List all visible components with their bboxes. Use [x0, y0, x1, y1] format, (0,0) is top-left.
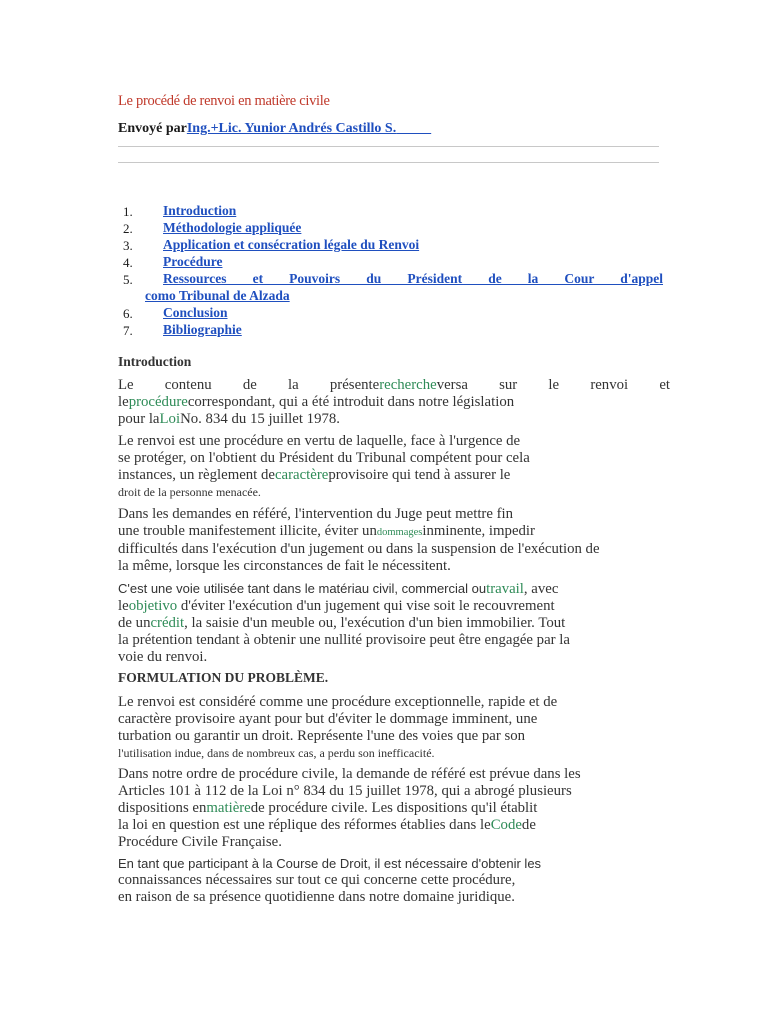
keyword-link[interactable]: travail [486, 581, 524, 597]
text-line: l'utilisation indue, dans de nombreux cas, a perdu son inefficacité. [118, 746, 435, 760]
text-line: pour laLoiNo. 834 du 15 juillet 1978. [118, 411, 340, 427]
keyword-link[interactable]: Code [490, 817, 522, 833]
problem-paragraph-1 [118, 694, 670, 762]
toc-number: 1. [123, 204, 133, 219]
toc-link-introduction[interactable]: Introduction [163, 203, 237, 218]
intro-paragraph-4 [118, 580, 670, 666]
text-line: Procédure Civile Française. [118, 834, 282, 850]
text-line: Le renvoi est une procédure en vertu de laquelle, face à l'urgence de [118, 433, 521, 449]
intro-paragraph-3 [118, 506, 670, 575]
toc-number: 6. [123, 306, 133, 321]
keyword-link[interactable]: dommages [376, 527, 423, 538]
keyword-link[interactable]: objetivo [128, 598, 178, 614]
text-line: leprocédurecorrespondant, qui a été introduit dans notre législation [118, 394, 515, 410]
table-of-contents [118, 203, 663, 339]
toc-number: 5. [123, 272, 133, 287]
author-prefix: Envoyé par [118, 121, 187, 136]
text-line: la loi en question est une réplique des réformes établies dans leCodede [118, 817, 536, 833]
text-line: dispositions enmatièrede procédure civile. Les dispositions qu'il établit [118, 800, 538, 816]
text-line: de uncrédit, la saisie d'un meuble ou, l'exécution d'un bien immobilier. Tout [118, 615, 566, 631]
text-line: une trouble manifestement illicite, éviter undommagesinminente, impedir [118, 523, 535, 539]
document-title: Le procédé de renvoi en matière civile [118, 93, 330, 109]
text-line: Dans notre ordre de procédure civile, la demande de référé est prévue dans les [118, 766, 581, 782]
intro-paragraph-1 [118, 377, 670, 428]
toc-item-bibliographie [118, 322, 663, 339]
author-link-pad [396, 121, 431, 136]
toc-item-ressources-continuation [118, 288, 663, 305]
section-heading-problem: FORMULATION DU PROBLÈME. [118, 670, 329, 685]
toc-number: 3. [123, 238, 133, 253]
author-line [118, 121, 431, 137]
keyword-link[interactable]: procédure [128, 394, 188, 410]
keyword-link[interactable]: recherche [379, 377, 437, 393]
intro-paragraph-2 [118, 433, 670, 501]
keyword-link[interactable]: matière [206, 800, 251, 816]
text-line: En tant que participant à la Course de Droit, il est nécessaire d'obtenir les [118, 856, 542, 871]
toc-item-ressources [118, 271, 663, 288]
problem-paragraph-3 [118, 855, 670, 906]
toc-number: 2. [123, 221, 133, 236]
text-line: leobjetivo d'éviter l'exécution d'un jugement qui vise soit le recouvrement [118, 598, 555, 614]
toc-link-ressources[interactable]: Ressources et Pouvoirs du Président de la Cour d'appel [163, 271, 663, 286]
keyword-link[interactable]: Loi [159, 411, 181, 427]
divider-bottom [118, 162, 659, 163]
text-line: la prétention tendant à obtenir une nullité provisoire peut être engagée par la [118, 632, 570, 648]
toc-link-bibliographie[interactable]: Bibliographie [163, 322, 242, 337]
toc-number: 4. [123, 255, 133, 270]
text-line: Articles 101 à 112 de la Loi n° 834 du 15 juillet 1978, qui a abrogé plusieurs [118, 783, 572, 799]
author-link[interactable]: Ing.+Lic. Yunior Andrés Castillo S. [186, 121, 397, 136]
text-line: caractère provisoire ayant pour but d'éviter le dommage imminent, une [118, 711, 538, 727]
toc-link-conclusion[interactable]: Conclusion [163, 305, 228, 320]
section-heading-introduction: Introduction [118, 354, 192, 369]
text-line: se protéger, on l'obtient du Président du Tribunal compétent pour cela [118, 450, 530, 466]
toc-item-methodologie [118, 220, 663, 237]
toc-item-procedure [118, 254, 663, 271]
text-line: C'est une voie utilisée tant dans le matériau civil, commercial outravail, avec [118, 581, 559, 597]
toc-item-application [118, 237, 663, 254]
problem-paragraph-2 [118, 766, 670, 851]
text-line: en raison de sa présence quotidienne dans notre domaine juridique. [118, 889, 515, 905]
text-line: connaissances nécessaires sur tout ce qui concerne cette procédure, [118, 872, 516, 888]
toc-link-methodologie[interactable]: Méthodologie appliquée [163, 220, 302, 235]
toc-item-conclusion [118, 305, 663, 322]
text-line: Dans les demandes en référé, l'intervention du Juge peut mettre fin [118, 506, 514, 522]
text-line: instances, un règlement decaractèreprovisoire qui tend à assurer le [118, 467, 511, 483]
toc-item-introduction [118, 203, 663, 220]
text-line: Le renvoi est considéré comme une procédure exceptionnelle, rapide et de [118, 694, 558, 710]
text-line: droit de la personne menacée. [118, 485, 261, 499]
text-line: difficultés dans l'exécution d'un jugement ou dans la suspension de l'exécution de [118, 541, 600, 557]
toc-link-ressources-continuation[interactable]: como Tribunal de Alzada [145, 288, 290, 303]
toc-number: 7. [123, 323, 133, 338]
keyword-link[interactable]: caractère [274, 467, 329, 483]
keyword-link[interactable]: crédit [150, 615, 185, 631]
toc-link-application[interactable]: Application et consécration légale du Renvoi [163, 237, 420, 252]
divider-top [118, 146, 659, 147]
text-line: la même, lorsque les circonstances de fait le nécessitent. [118, 558, 451, 574]
text-line: Le contenu de la présenterechercheversa sur le renvoi et [118, 377, 671, 393]
toc-link-procedure[interactable]: Procédure [163, 254, 223, 269]
text-line: voie du renvoi. [118, 649, 208, 665]
text-line: turbation ou garantir un droit. Représente l'une des voies que par son [118, 728, 526, 744]
